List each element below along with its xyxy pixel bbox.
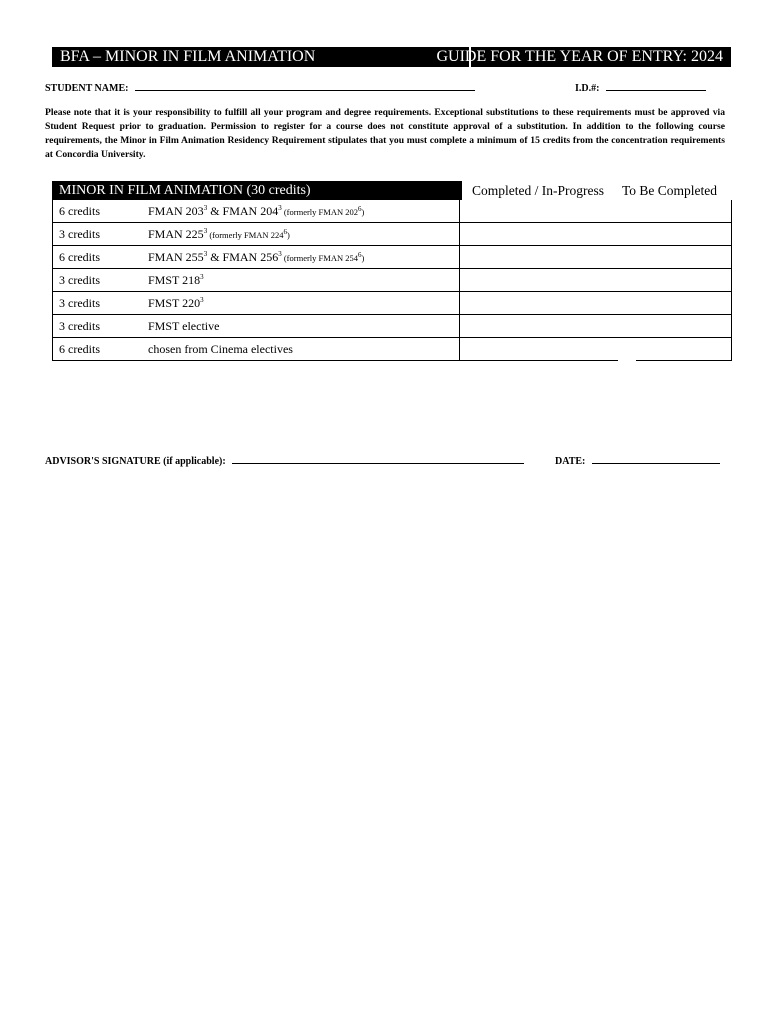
course-ampersand: & (207, 250, 223, 264)
former-course-footnote: 6 (283, 228, 287, 237)
former-course-note (282, 253, 365, 263)
former-course-footnote: 6 (357, 251, 362, 260)
former-course-close: ) (361, 253, 365, 263)
course-footnote: 3 (203, 227, 208, 235)
course-footnote: 3 (200, 273, 204, 281)
row-course (148, 296, 204, 311)
table-row (53, 222, 731, 245)
column-divider (459, 222, 460, 245)
former-course-note (282, 207, 365, 217)
column-divider (459, 245, 460, 268)
course-code: FMST elective (148, 319, 220, 333)
column-divider (459, 314, 460, 337)
course-footnote-second: 3 (278, 204, 282, 212)
row-course (148, 250, 364, 265)
course-code: FMAN 225 (148, 227, 204, 241)
row-course (148, 273, 204, 288)
course-code-second: FMAN 204 (222, 204, 279, 218)
table-header (52, 181, 732, 200)
student-id-row (575, 81, 706, 94)
date-label: DATE: (555, 456, 586, 467)
former-course-text: (formerly FMAN 224 (207, 230, 284, 240)
former-course-text: (formerly FMAN 202 (281, 207, 358, 217)
table-row (53, 268, 731, 291)
table-row (53, 337, 731, 360)
column-divider (459, 199, 460, 222)
to-be-completed-column-header: To Be Completed (622, 183, 718, 198)
table-heading: MINOR IN FILM ANIMATION (30 credits) (52, 181, 462, 200)
date-field[interactable] (592, 454, 720, 464)
table-row (53, 291, 731, 314)
responsibility-notice: Please note that it is your responsibility to fulfill all your program and degree requirements. Exceptional substitutions to these requirements must be approved via Student Request prior to graduation. Permission to register for a course does not constitute approval of a substitution. In addition to the following course requirements, the Minor in Film Animation Residency Requirement stipulates that you must complete a minimum of 15 credits from the concentration requirements at Concordia University. (45, 107, 725, 160)
student-name-row (45, 81, 475, 94)
row-course (148, 319, 219, 334)
course-footnote-second: 3 (278, 250, 282, 258)
row-course (148, 342, 293, 357)
requirements-table (52, 181, 732, 361)
student-id-label: I.D.#: (575, 83, 600, 94)
title-bar (52, 47, 731, 67)
row-credits: 3 credits (59, 273, 100, 287)
row-course (148, 227, 290, 242)
to-be-completed-field[interactable] (636, 360, 732, 361)
advisor-signature-label: ADVISOR'S SIGNATURE (if applicable): (45, 456, 226, 467)
course-ampersand: & (207, 204, 223, 218)
course-footnote: 3 (203, 250, 208, 258)
completed-column-header: Completed / In-Progress (472, 183, 604, 198)
table-row (53, 314, 731, 337)
former-course-close: ) (361, 207, 365, 217)
program-title: BFA – MINOR IN FILM ANIMATION (60, 48, 316, 65)
row-credits: 6 credits (59, 342, 100, 356)
course-footnote: 3 (203, 204, 208, 212)
course-code: chosen from Cinema electives (148, 342, 293, 356)
student-name-field[interactable] (135, 81, 475, 91)
course-code: FMST 218 (148, 273, 201, 287)
course-code: FMAN 203 (148, 204, 204, 218)
course-code: FMAN 255 (148, 250, 204, 264)
course-code: FMST 220 (148, 296, 201, 310)
entry-year-title: GUIDE FOR THE YEAR OF ENTRY: 2024 (436, 48, 723, 65)
column-divider (459, 291, 460, 314)
row-credits: 3 credits (59, 227, 100, 241)
advisor-signature-row (45, 454, 524, 467)
row-credits: 3 credits (59, 296, 100, 310)
date-row (555, 454, 720, 467)
column-divider (459, 337, 460, 360)
course-footnote: 3 (200, 296, 204, 304)
table-body (52, 200, 732, 361)
former-course-close: ) (286, 230, 290, 240)
former-course-note (207, 230, 290, 240)
row-credits: 6 credits (59, 250, 100, 264)
completed-field[interactable] (460, 360, 618, 361)
row-course (148, 204, 364, 219)
course-code-second: FMAN 256 (222, 250, 279, 264)
column-divider (459, 268, 460, 291)
table-row (53, 245, 731, 268)
former-course-text: (formerly FMAN 254 (281, 253, 358, 263)
student-name-label: STUDENT NAME: (45, 83, 129, 94)
advisor-signature-field[interactable] (232, 454, 524, 464)
row-credits: 6 credits (59, 204, 100, 218)
student-id-field[interactable] (606, 81, 706, 91)
table-row (53, 200, 731, 222)
row-credits: 3 credits (59, 319, 100, 333)
former-course-footnote: 6 (357, 205, 362, 214)
